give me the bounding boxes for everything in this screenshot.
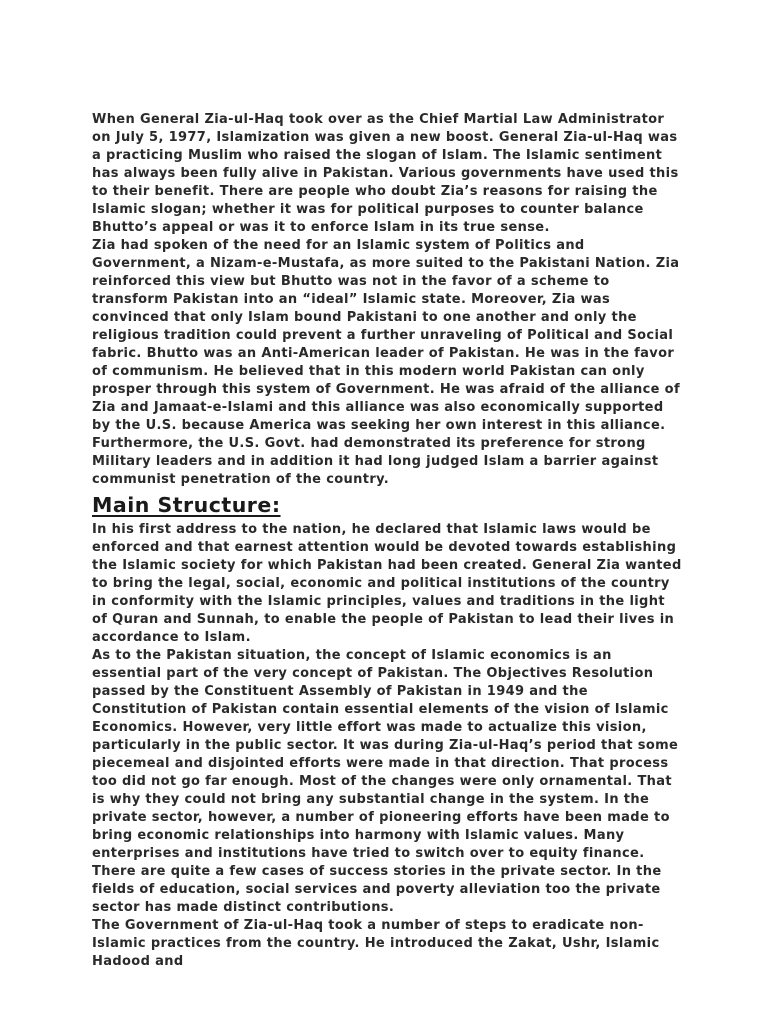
section-heading: Main Structure: <box>92 493 281 517</box>
paragraph-zia-takeover: When General Zia-ul-Haq took over as the Chief Martial Law Administrator on July 5, 1977, Islamization was given a new boost. General Zia-ul-Haq was a practicing Muslim who raised the slogan of Islam. The Islamic sentiment has always been fully alive in Pakistan. Various governments have used this to their benefit. There are people who doubt Zia’s reasons for raising the Islamic slogan; whether it was for political purposes to counter balance Bhutto’s appeal or was it to enforce Islam in its true sense. <box>92 112 679 235</box>
paragraph-government-steps: The Government of Zia-ul-Haq took a number of steps to eradicate non-Islamic practices from the country. He introduced the Zakat, Ushr, Islamic Hadood and <box>92 918 660 969</box>
paragraph-islamic-economics: As to the Pakistan situation, the concept of Islamic economics is an essential part of the very concept of Pakistan. The Objectives Resolution passed by the Constituent Assembly of Pakistan in 1949 and the Constitution of Pakistan contain essential elements of the vision of Islamic Economics. However, very little effort was made to actualize this vision, particularly in the public sector. It was during Zia-ul-Haq’s period that some piecemeal and disjointed efforts were made in that direction. That process too did not go far enough. Most of the changes were only ornamental. That is why they could not bring any substantial change in the system. In the private sector, however, a number of pioneering efforts have been made to bring economic relationships into harmony with Islamic values. Many enterprises and institutions have tried to switch over to equity finance. There are quite a few cases of success stories in the private sector. In the fields of education, social services and poverty alleviation too the private sector has made distinct contributions. <box>92 648 679 915</box>
paragraph-first-address: In his first address to the nation, he declared that Islamic laws would be enforced and that earnest attention would be devoted towards establishing the Islamic society for which Pakistan had been created. General Zia wanted to bring the legal, social, economic and political institutions of the country in conformity with the Islamic principles, values and traditions in the light of Quran and Sunnah, to enable the people of Pakistan to lead their lives in accordance to Islam. <box>92 522 682 645</box>
paragraph-nizam-e-mustafa: Zia had spoken of the need for an Islamic system of Politics and Government, a Nizam-e-Mustafa, as more suited to the Pakistani Nation. Zia reinforced this view but Bhutto was not in the favor of a scheme to transform Pakistan into an “ideal” Islamic state. Moreover, Zia was convinced that only Islam bound Pakistani to one another and only the religious tradition could prevent a further unraveling of Political and Social fabric. Bhutto was an Anti-American leader of Pakistan. He was in the favor of communism. He believed that in this modern world Pakistan can only prosper through this system of Government. He was afraid of the alliance of Zia and Jamaat-e-Islami and this alliance was also economically supported by the U.S. because America was seeking her own interest in this alliance. Furthermore, the U.S. Govt. had demonstrated its preference for strong Military leaders and in addition it had long judged Islam a barrier against communist penetration of the country. <box>92 238 680 487</box>
document-page <box>92 111 682 971</box>
